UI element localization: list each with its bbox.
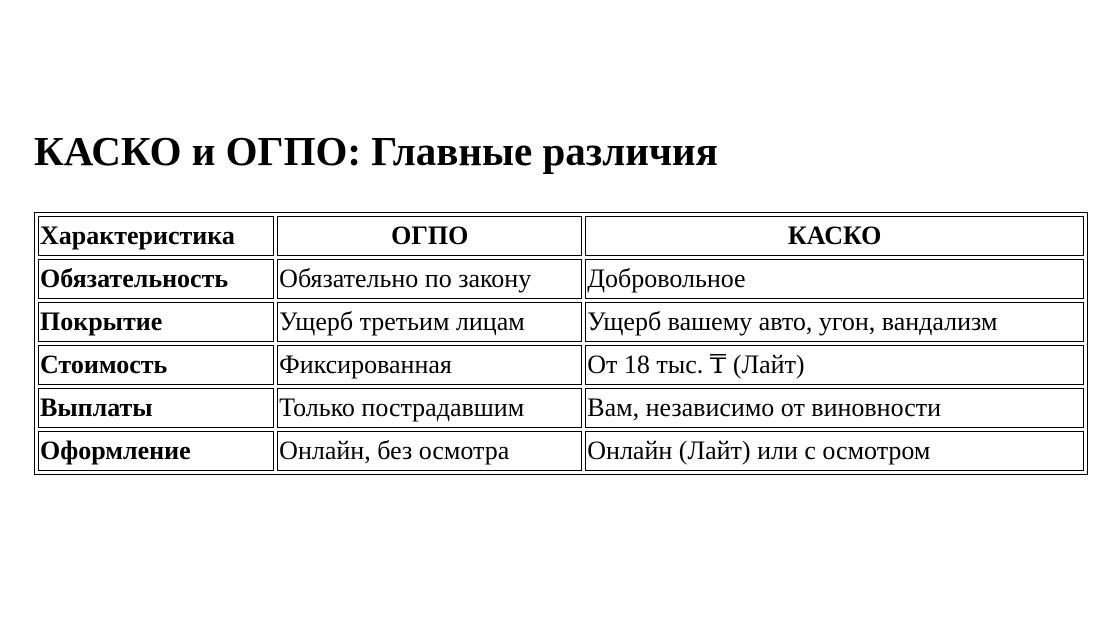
page-title: КАСКО и ОГПО: Главные различия bbox=[34, 128, 718, 174]
header-kasko: КАСКО bbox=[585, 216, 1084, 256]
row-label: Оформление bbox=[38, 431, 274, 471]
kasko-cell: От 18 тыс. ₸ (Лайт) bbox=[585, 345, 1084, 385]
row-label: Обязательность bbox=[38, 259, 274, 299]
ogpo-cell: Ущерб третьим лицам bbox=[277, 302, 582, 342]
table-row bbox=[38, 302, 1084, 342]
table-row bbox=[38, 431, 1084, 471]
ogpo-cell: Только пострадавшим bbox=[277, 388, 582, 428]
kasko-cell: Онлайн (Лайт) или с осмотром bbox=[585, 431, 1084, 471]
table-row bbox=[38, 388, 1084, 428]
ogpo-cell: Онлайн, без осмотра bbox=[277, 431, 582, 471]
comparison-table bbox=[34, 212, 1088, 475]
ogpo-cell: Обязательно по закону bbox=[277, 259, 582, 299]
kasko-cell: Ущерб вашему авто, угон, вандализм bbox=[585, 302, 1084, 342]
header-characteristic: Характеристика bbox=[38, 216, 274, 256]
ogpo-cell: Фиксированная bbox=[277, 345, 582, 385]
header-ogpo: ОГПО bbox=[277, 216, 582, 256]
table-header-row bbox=[38, 216, 1084, 256]
table-row bbox=[38, 345, 1084, 385]
kasko-cell: Вам, независимо от виновности bbox=[585, 388, 1084, 428]
row-label: Стоимость bbox=[38, 345, 274, 385]
kasko-cell: Добровольное bbox=[585, 259, 1084, 299]
document-page bbox=[34, 126, 1090, 475]
table-row bbox=[38, 259, 1084, 299]
row-label: Покрытие bbox=[38, 302, 274, 342]
row-label: Выплаты bbox=[38, 388, 274, 428]
